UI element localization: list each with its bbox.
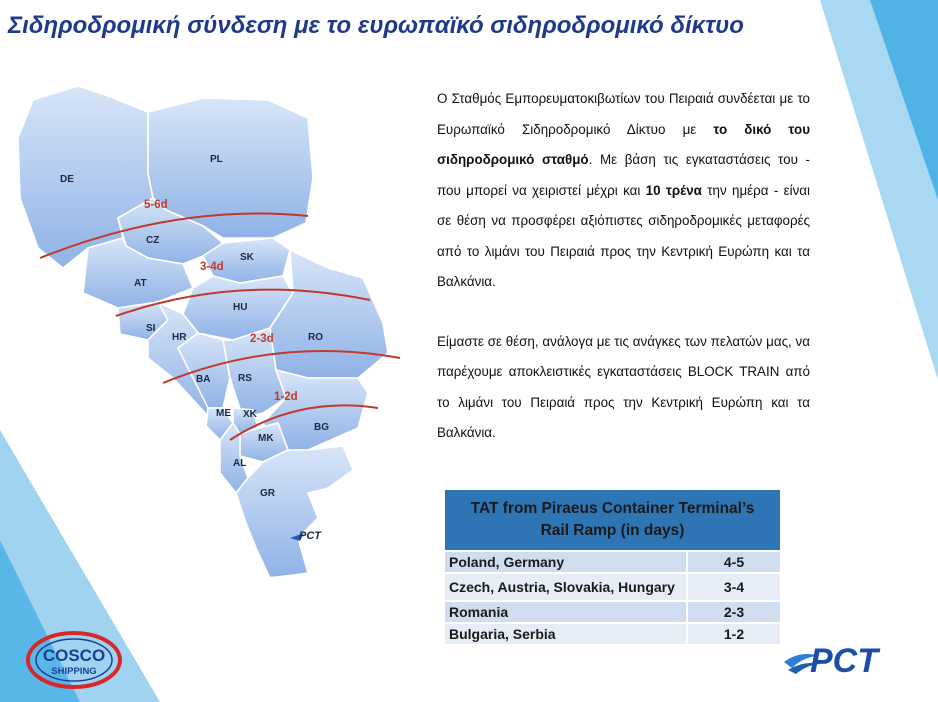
route-cell: Romania [445,601,687,623]
island-crete [258,576,318,586]
page-title: Σιδηροδρομική σύνδεση με το ευρωπαϊκό σιδηροδρομικό δίκτυο [8,12,744,39]
label-al: AL [233,458,247,469]
table-row [445,551,780,573]
label-de: DE [60,174,74,185]
trains-count-emphasis: 10 τρένα [645,182,702,198]
label-pl: PL [210,154,223,165]
own-station-emphasis: το δικό του σιδηροδρομικό σταθμό [437,121,811,167]
description [437,84,810,449]
pct-logo-text: PCT [810,642,878,680]
description-paragraph-2: Είμαστε σε θέση, ανάλογα με τις ανάγκες των πελατών μας, να παρέχουμε αποκλειστικές εγκαταστάσεις BLOCK TRAIN από το λιμάνι του Πειραιά προς την Κεντρική Ευρώπη και τα Βαλκάνια. [437,333,810,440]
rail-map [8,78,420,588]
label-ro: RO [308,332,323,343]
label-hr: HR [172,332,187,343]
label-mk: MK [258,433,274,444]
country-gr [236,446,353,578]
label-me: ME [216,408,231,419]
table-row [445,623,780,644]
days-cell: 2-3 [687,601,780,623]
table-row [445,573,780,601]
label-si: SI [146,323,156,334]
zone-label-2-3d: 2-3d [250,333,274,345]
days-cell: 3-4 [687,573,780,601]
days-cell: 4-5 [687,551,780,573]
cosco-shipping-logo [24,630,124,690]
tat-table [445,488,780,644]
piraeus-label: PCT [299,530,321,542]
description-paragraph-1: Ο Σταθμός Εμπορευματοκιβωτίων του Πειραιά συνδέεται με το Ευρωπαϊκό Σιδηροδρομικό Δίκτυο με το δικό του σιδηροδρομικό σταθμό. Με βάση τις εγκαταστάσεις του - που μπορεί να χειριστεί μέχρι και 10 τρένα την ημέρα - είναι σε θέση να προσφέρει αξιόπιστες σιδηροδρομικές μεταφορές από το λιμάνι του Πειραιά προς την Κεντρική Ευρώπη και τα Βαλκάνια. [437,91,811,289]
shipping-logo-text: SHIPPING [51,666,97,677]
label-rs: RS [238,373,252,384]
island-lesbos [340,484,352,496]
label-cz: CZ [146,235,160,246]
label-ba: BA [196,374,211,385]
zone-label-5-6d: 5-6d [144,199,168,211]
cosco-logo-text: COSCO [42,646,106,665]
label-xk: XK [243,409,257,420]
route-cell: Bulgaria, Serbia [445,623,687,644]
pct-logo [780,634,900,684]
label-gr: GR [260,488,275,499]
label-sk: SK [240,252,254,263]
label-bg: BG [314,422,329,433]
table-header: TAT from Piraeus Container Terminal’s Rail Ramp (in days) [445,489,780,551]
label-hu: HU [233,302,248,313]
route-cell: Czech, Austria, Slovakia, Hungary [445,573,687,601]
zone-label-3-4d: 3-4d [200,261,224,273]
label-at: AT [134,278,147,289]
route-cell: Poland, Germany [445,551,687,573]
days-cell: 1-2 [687,623,780,644]
zone-label-1-2d: 1-2d [274,391,298,403]
table-row [445,601,780,623]
